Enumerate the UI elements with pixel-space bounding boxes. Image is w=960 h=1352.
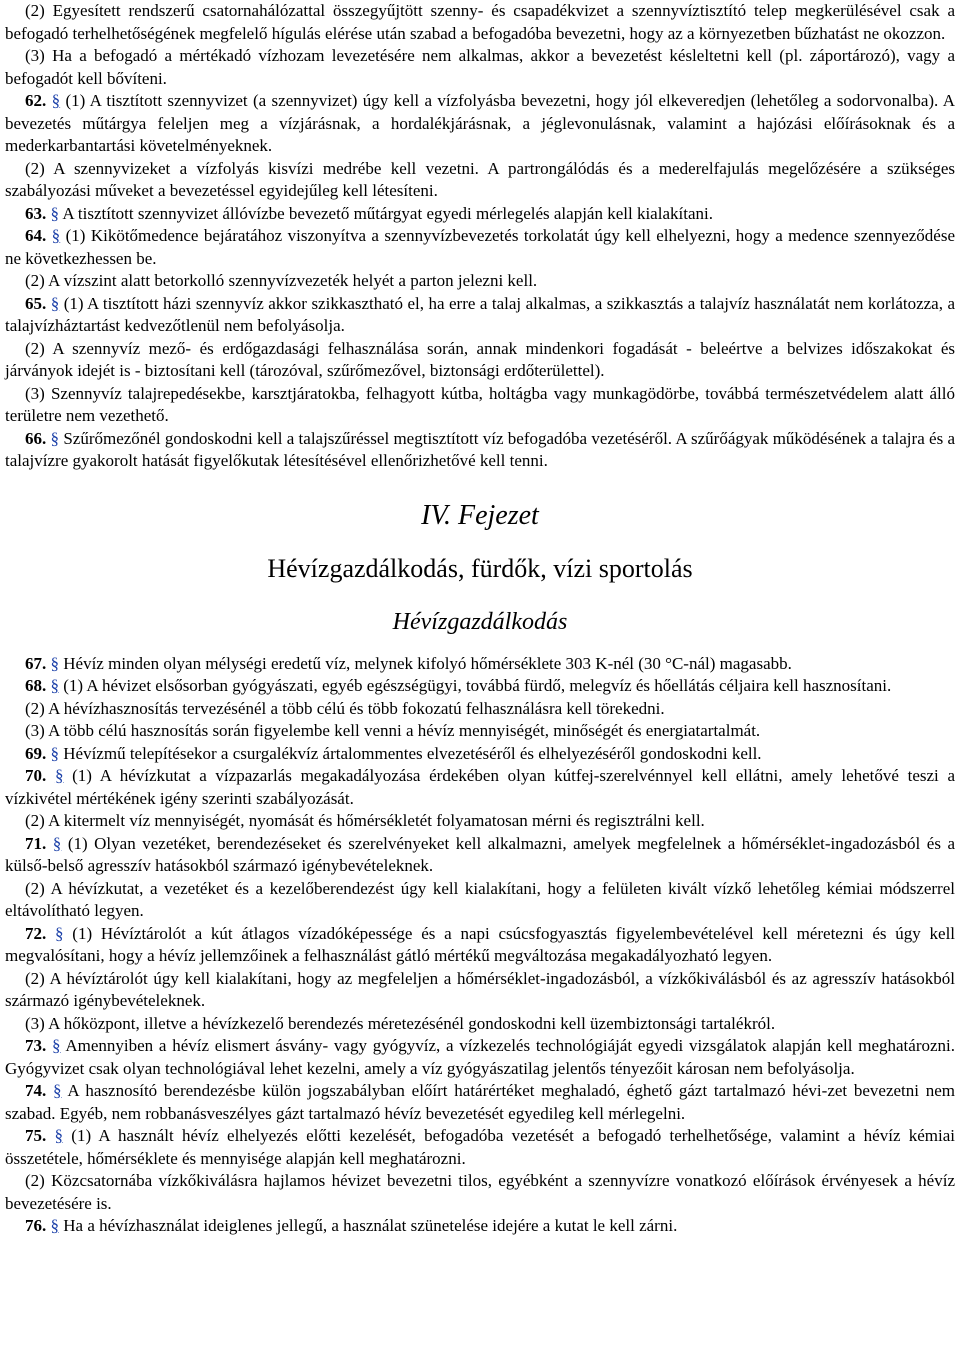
paragraph-text: (2) A hévíztárolót úgy kell kialakítani, hogy az megfeleljen a hőmérséklet-ingadozásból, a vízkőkiválásból és az agresszív hatásokból származó igénybevételeknek. <box>5 968 955 1010</box>
paragraph-text: A tisztított szennyvizet állóvízbe bevezető műtárgyat egyedi mérlegelés alapján kell kialakítani. <box>62 203 713 223</box>
section-paragraph <box>5 293 955 338</box>
paragraph-text: (1) Hévíztárolót a kút átlagos vízadóképessége és a napi csúcsfogyasztás figyelembevételével kell méretezni és úgy kell megvalósítani, hogy a hévíz jellemzőinek a felhasználást gátló mértékű megváltozása megakadályozható legyen. <box>5 923 956 965</box>
paragraph <box>5 270 955 293</box>
section-paragraph <box>5 1035 955 1080</box>
paragraph-text: (1) A tisztított szennyvizet (a szennyvizet) úgy kell a vízfolyásba bevezetni, hogy jól elkeveredjen (lehetőleg a sodorvonalba). A bevezetés műtárgya feleljen meg a vízjárásnak, a hordalékjárásnak, a jéglevonulásnak, valamint a hajózási előírásoknak és a mederkarbantartási követelményeknek. <box>5 91 955 155</box>
paragraph-text: Amennyiben a hévíz elismert ásvány- vagy gyógyvíz, a vízkezelés technológiáját egyedi vizsgálatok alapján kell meghatározni. Gyógyvizet csak olyan technológiával lehet kezelni, amely a víz gyógyászatilag jelentős tényezőit károsan nem befolyásolja. <box>5 1036 956 1078</box>
section-link[interactable]: § <box>55 923 64 943</box>
section-link[interactable]: § <box>50 653 59 673</box>
paragraph-text: (2) A hévízkutat, a vezetéket és a kezelőberendezést úgy kell kialakítani, hogy a felületen kivált vízkő lehetőleg kémiai módszerrel eltávolítható legyen. <box>5 878 955 920</box>
section-paragraph <box>5 1125 955 1170</box>
section-paragraph <box>5 743 955 766</box>
section-link[interactable]: § <box>51 91 61 110</box>
section-paragraph <box>5 90 955 158</box>
section-link[interactable]: § <box>52 833 62 853</box>
paragraph-text: (2) Egyesített rendszerű csatornahálózattal összegyűjtött szenny- és csapadékvizet a szennyvíztisztító telep megkerülésével csak a befogadó terhelhetőségének megfelelő hígulás elérése után szabad a befogadóba bevezetni, hogy az a környezetben bűzhatást ne okozzon. <box>5 1 955 43</box>
section-number: 64. <box>25 226 47 245</box>
paragraph <box>5 878 955 923</box>
paragraph <box>5 720 955 743</box>
paragraph-text: (3) Ha a befogadó a mértékadó vízhozam levezetésére nem alkalmas, akkor a bevezetést késleltetni kell (pl. záportározó), vagy a befogadót kell bővíteni. <box>5 46 955 88</box>
paragraph-text: (2) Közcsatornába vízkőkiválásra hajlamos hévizet bevezetni tilos, egyébként a szennyvízre vonatkozó előírások érvényesek a hévíz bevezetésére is. <box>5 1171 955 1213</box>
section-link[interactable]: § <box>50 203 59 223</box>
section-link[interactable]: § <box>52 1036 61 1055</box>
section-paragraph <box>5 225 955 270</box>
paragraph-text: Hévízmű telepítésekor a csurgalékvíz ártalommentes elvezetéséről és elhelyezéséről gondoskodni kell. <box>63 743 762 763</box>
paragraph <box>5 338 955 383</box>
paragraph-text: A hasznosító berendezésbe külön jogszabályban előírt határértéket meghaladó, éghető gázt tartalmazó hévi-zet bevezetni nem szabad. Egyéb, nem robbanásveszélyes gázt tartalmazó hévíz bevezetését egyedileg kell mérlegelni. <box>5 1081 956 1123</box>
section-paragraph <box>5 428 955 473</box>
section-link[interactable]: § <box>50 428 60 448</box>
section-link[interactable]: § <box>50 743 59 763</box>
paragraph-text: (1) A hévizet elsősorban gyógyászati, egyéb egészségügyi, továbbá fürdő, melegvíz és hőellátás céljaira kell hasznosítani. <box>63 676 892 695</box>
section-link[interactable]: § <box>50 293 60 313</box>
section-paragraph <box>5 923 955 968</box>
paragraph-text: (3) Szennyvíz talajrepedésekbe, karsztjáratokba, felhagyott kútba, holtágba vagy munkagödörbe, továbbá természetvédelem alatt álló területre nem vezethető. <box>5 383 955 425</box>
paragraph-text: (3) A hőközpont, illetve a hévízkezelő berendezés méretezésénél gondoskodni kell üzembiztonsági tartalékról. <box>25 1013 776 1033</box>
section-number: 72. <box>25 923 47 943</box>
paragraph <box>5 968 955 1013</box>
section-paragraph <box>5 203 955 226</box>
section-paragraph <box>5 833 955 878</box>
section-number: 71. <box>25 833 47 853</box>
paragraph-text: (1) A tisztított házi szennyvíz akkor szikkasztható el, ha erre a talaj alkalmas, a szikkasztás a talajvíz használatát nem korlátozza, a talajvízháztartást kedvezőtlenül nem befolyásolja. <box>5 293 955 335</box>
paragraph <box>5 810 955 833</box>
paragraph-text: (2) A vízszint alatt betorkolló szennyvízvezeték helyét a parton jelezni kell. <box>25 271 538 290</box>
chapter-title: Hévízgazdálkodás, fürdők, vízi sportolás <box>267 553 693 583</box>
section-link[interactable]: § <box>53 1081 62 1100</box>
section-number: 62. <box>25 91 47 110</box>
paragraph-text: (3) A több célú hasznosítás során figyelembe kell venni a hévíz mennyiségét, minőségét és energiatartalmát. <box>25 721 761 740</box>
paragraph <box>5 698 955 721</box>
paragraph <box>5 158 955 203</box>
section-link[interactable]: § <box>54 1126 64 1145</box>
section-number: 70. <box>25 766 47 785</box>
section-paragraph <box>5 765 955 810</box>
section-paragraph <box>5 653 955 676</box>
section-number: 76. <box>25 1216 47 1235</box>
paragraph <box>5 45 955 90</box>
paragraph <box>5 383 955 428</box>
section-paragraph <box>5 675 955 698</box>
paragraph-text: (2) A hévízhasznosítás tervezésénél a több célú és több fokozatú felhasználásra kell törekedni. <box>25 698 665 718</box>
section-number: 73. <box>25 1036 47 1055</box>
paragraph-text: (1) Olyan vezetéket, berendezéseket és szerelvényeket kell alkalmazni, amelyek megfelelnek a hőmérséklet-ingadozásból és a külső-belső agresszív hatásokból származó igénybevételeknek. <box>5 833 956 875</box>
section-number: 69. <box>25 743 47 763</box>
section-number: 75. <box>25 1126 47 1145</box>
section-link[interactable]: § <box>51 226 61 245</box>
paragraph <box>5 0 955 45</box>
paragraph-text: (1) A hévízkutat a vízpazarlás megakadályozása érdekében olyan kútfej-szerelvénnyel kell ellátni, amely lehetővé teszi a vízkivétel mértékének igény szerinti szabályozását. <box>5 766 956 808</box>
paragraph <box>5 1013 955 1036</box>
section-number: 74. <box>25 1081 47 1100</box>
subsection-title: Hévízgazdálkodás <box>392 608 568 635</box>
section-number: 63. <box>25 203 47 223</box>
chapter-heading: IV. Fejezet <box>421 499 539 531</box>
paragraph-text: Hévíz minden olyan mélységi eredetű víz, melynek kifolyó hőmérséklete 303 K-nél (30 °C-nál) magasabb. <box>63 653 792 673</box>
paragraph-text: (2) A szennyvizeket a vízfolyás kisvízi medrébe kell vezetni. A partrongálódás és a mederelfajulás megelőzésére a szükséges szabályozási műveket a bevezetéssel egyidejűleg kell létesíteni. <box>5 158 955 200</box>
section-number: 68. <box>25 676 47 695</box>
section-link[interactable]: § <box>50 1216 59 1235</box>
section-link[interactable]: § <box>50 676 59 695</box>
paragraph-text: (2) A szennyvíz mező- és erdőgazdasági felhasználása során, annak mindenkori fogadását - beleértve a belvizes időszakokat és járványok idejét is - biztosítani kell (tározóval, szűrőmezővel, biztonsági erdőterülettel). <box>5 338 955 380</box>
section-number: 67. <box>25 653 47 673</box>
paragraph-text: (2) A kitermelt víz mennyiségét, nyomását és hőmérsékletét folyamatosan mérni és regisztrálni kell. <box>25 811 705 830</box>
section-number: 66. <box>25 428 47 448</box>
section-number: 65. <box>25 293 47 313</box>
paragraph-text: (1) A használt hévíz elhelyezés előtti kezelését, befogadóba vezetését a befogadó terhelhetősége, valamint a hévíz kémiai összetétele, hőmérséklete és mennyisége alapján kell meghatározni. <box>5 1126 956 1168</box>
paragraph-text: Ha a hévízhasználat ideiglenes jellegű, a használat szünetelése idejére a kutat le kell zárni. <box>63 1216 678 1235</box>
section-paragraph <box>5 1080 955 1125</box>
paragraph <box>5 1170 955 1215</box>
section-paragraph <box>5 1215 955 1238</box>
paragraph-text: Szűrőmezőnél gondoskodni kell a talajszűréssel megtisztított víz befogadóba vezetéséről. A szűrőágyak működésének a talajra és a talajvízre gyakorolt hatását figyelőkutak létesítésével ellenőrizhetővé kell tenni. <box>5 428 956 470</box>
paragraph-text: (1) Kikötőmedence bejáratához viszonyítva a szennyvízbevezetés torkolatát úgy kell elhelyezni, hogy a medence szennyeződése ne következhessen be. <box>5 226 955 268</box>
section-link[interactable]: § <box>54 766 64 785</box>
